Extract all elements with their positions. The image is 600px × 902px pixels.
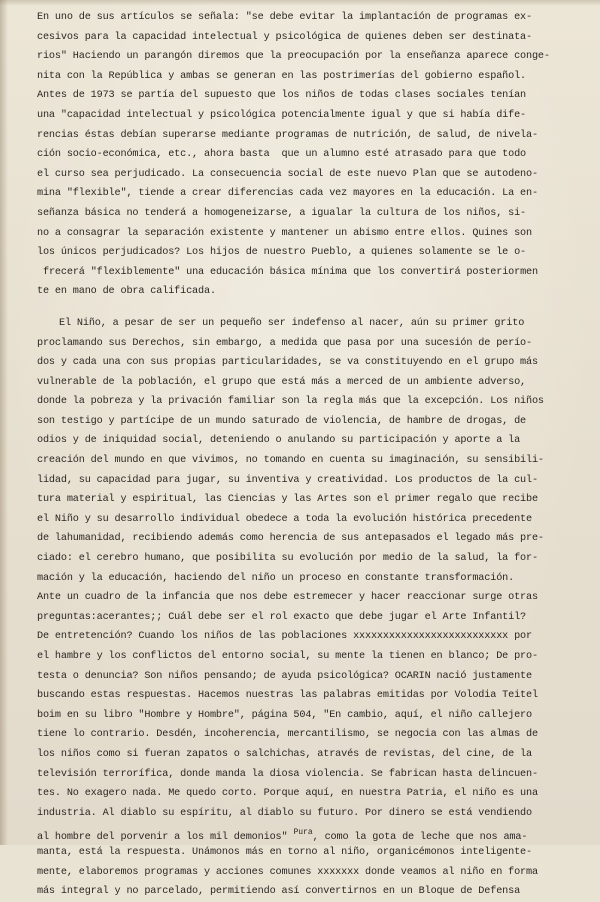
text-line: ción socio-económica, etc., ahora basta que un alumno esté atrasado para que todo: [37, 149, 527, 161]
paragraph-1: [37, 8, 572, 302]
text-line: son testigo y partícipe de un mundo saturado de violencia, de hambre de drogas, de: [37, 415, 527, 427]
text-line: rios" Haciendo un parangón diremos que la preocupación por la enseñanza aparece conge-: [37, 51, 550, 63]
text-line: dos y cada una con sus propias particularidades, se va constituyendo en el grupo más: [37, 357, 538, 369]
text-line: el Niño y su desarrollo individual obedece a toda la evolución histórica precedente: [37, 513, 532, 525]
text-line: ciado: el cerebro humano, que posibilita su evolución por medio de la salud, la for-: [37, 553, 538, 565]
text-line: el curso sea perjudicado. La consecuencia social de este nuevo Plan que se autodeno-: [37, 168, 538, 180]
text-fragment: , como la gota de leche que nos ama-: [312, 832, 528, 844]
text-line: odios y de iniquidad social, deteniendo o anulando su participación y aporte a la: [37, 435, 521, 447]
text-line: Ante un cuadro de la infancia que nos debe estremecer y hacer reaccionar surge otras: [37, 592, 538, 604]
paragraph-gap: [37, 302, 572, 314]
text-line: rencias éstas debían superarse mediante programas de nutrición, de salud, de nivela-: [37, 129, 538, 141]
text-line: tura material y espiritual, las Ciencias y las Artes son el primer regalo que recibe: [37, 494, 538, 506]
handwritten-insertion: Pura: [293, 828, 313, 838]
text-line: mación y la educación, haciendo del niño un proceso en constante transformación.: [37, 572, 515, 584]
text-line: te en mano de obra calificada.: [37, 286, 216, 298]
text-line: En uno de sus artículos se señala: "se debe evitar la implantación de programas ex-: [37, 12, 532, 23]
text-line: nita con la República y ambas se generan en las postrimerías del gobierno español.: [37, 70, 527, 82]
paragraph-2: [37, 314, 572, 902]
text-line: El Niño, a pesar de ser un pequeño ser indefenso al nacer, aún su primer grito: [59, 317, 525, 329]
text-line: no a consagrar la separación existente y mantener un abismo entre ellos. Quines son: [37, 227, 532, 239]
text-line: tes. No exagero nada. Me quedo corto. Porque aquí, en nuestra Patria, el niño es una: [37, 788, 538, 800]
text-line: donde la pobreza y la privación familiar son la regla más que la excepción. Los niños: [37, 396, 544, 408]
text-line: buscando estas respuestas. Hacemos nuestras las palabras emitidas por Volodia Teitel: [37, 690, 538, 702]
text-line: de lahumanidad, recibiendo además como herencia de sus antepasados el legado más pre-: [37, 533, 544, 545]
text-line: manta, está la respuesta. Unámonos más en torno al niño, organicémonos inteligente-: [37, 846, 532, 858]
text-line: los únicos perjudicados? Los hijos de nuestro Pueblo, a quienes solamente se le o-: [37, 247, 527, 259]
text-line: vulnerable de la población, el grupo que está más a merced de un ambiente adverso,: [37, 376, 527, 388]
text-line: mina "flexible", tiende a crear diferencias cada vez mayores en la educación. La en-: [37, 188, 538, 200]
text-line: mente, elaboremos programas y acciones comunes xxxxxxx donde veamos al niño en forma: [37, 866, 538, 878]
paper-edge-shadow: [0, 0, 8, 845]
text-line: industria. Al diablo su espíritu, al diablo su futuro. Por dinero se está vendiendo: [37, 807, 532, 819]
typewritten-text: [37, 8, 572, 902]
text-line: testa o denuncia? Son niños pensando; de ayuda psicológica? OCARIN nació justamente: [37, 670, 532, 682]
text-line: el hambre y los conflictos del entorno social, su mente la tienen en blanco; De pro-: [37, 651, 538, 662]
text-line: señanza básica no tenderá a homogeneizarse, a igualar la cultura de los niños, si-: [37, 207, 527, 219]
text-line: Antes de 1973 se partía del supuesto que los niños de todas clases sociales tenían: [37, 90, 527, 102]
text-line: una "capacidad intelectual y psicológica potencialmente igual y que si había dife-: [37, 109, 527, 121]
text-fragment: al hombre del porvenir a los mil demonios": [37, 832, 288, 844]
text-line: boim en su libro "Hombre y Hombre", página 504, "En cambio, aquí, el niño callejero: [37, 709, 532, 721]
text-line: proclamando sus Derechos, sin embargo, a medida que pasa por una sucesión de perío-: [37, 337, 532, 349]
text-line: De entretención? Cuando los niños de las poblaciones xxxxxxxxxxxxxxxxxxxxxxxxxx por: [37, 631, 532, 643]
text-line: cesivos para la capacidad intelectual y psicológica de quienes deben ser destinata-: [37, 31, 532, 43]
text-line: más integral y no parcelado, permitiendo así convertirnos en un Bloque de Defensa: [37, 886, 521, 898]
text-line: televisión terrorífica, donde manda la diosa violencia. Se fabrican hasta delincuen-: [37, 768, 538, 780]
paper-top-shadow: [0, 0, 600, 6]
text-line: frecerá "flexiblemente" una educación básica mínima que los convertirá posteriormen: [43, 266, 538, 278]
text-line: los niños como si fueran zapatos o salchichas, através de revistas, del cine, de la: [37, 748, 532, 760]
text-line: creación del mundo en que vivimos, no tomando en cuenta su imaginación, su sensibili-: [37, 455, 544, 467]
text-line: tiene lo contrario. Desdén, incoherencia, mercantilismo, se negocia con las almas de: [37, 729, 538, 741]
text-line: preguntas:acerantes;; Cuál debe ser el rol exacto que debe jugar el Arte Infantil?: [37, 611, 527, 623]
text-line: lidad, su capacidad para jugar, su inventiva y creatividad. Los productos de la cul-: [37, 474, 538, 486]
text-line-with-insertion: [37, 823, 572, 843]
